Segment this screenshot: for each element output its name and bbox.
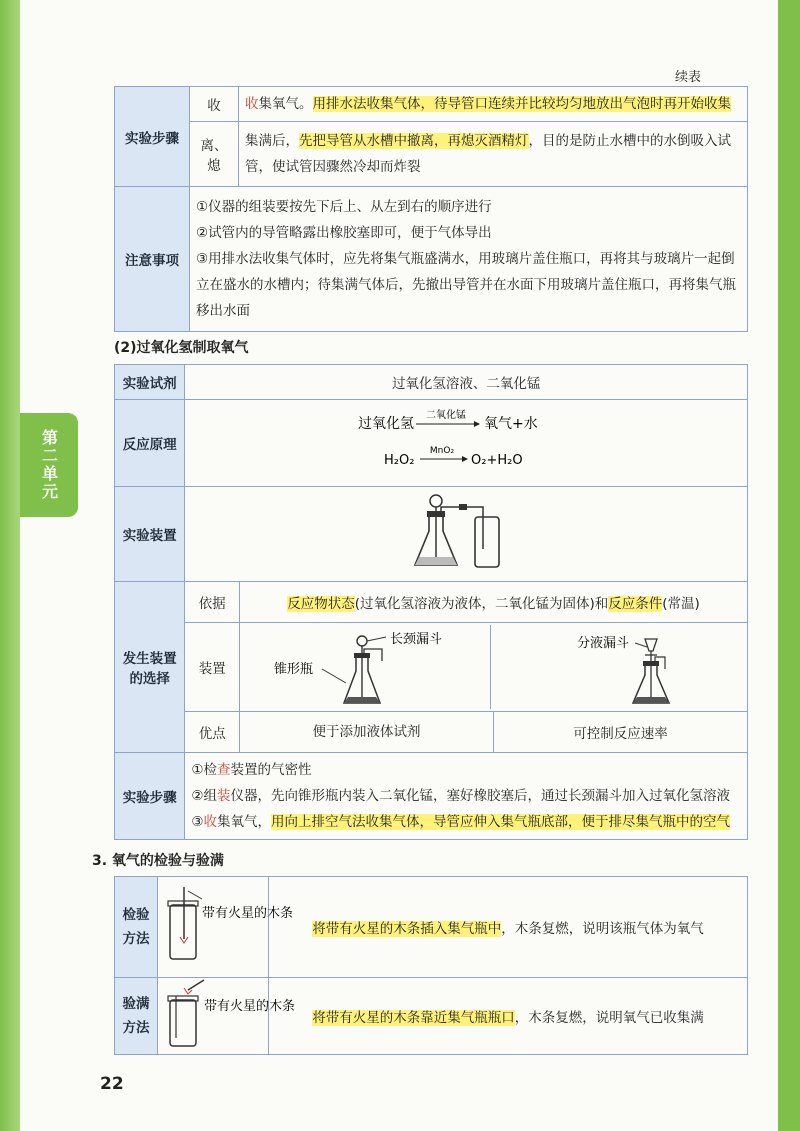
page-edge-right xyxy=(778,0,800,1131)
principle-cell xyxy=(185,400,748,487)
section-3-title: 3. 氧气的检验与验满 xyxy=(92,853,224,869)
note-2: ②试管内的导管略露出橡胶塞即可，便于气体导出 xyxy=(196,225,492,241)
basis-hl1: 反应物状态 xyxy=(287,596,355,612)
steps-label: 实验步骤 xyxy=(115,87,190,187)
collect-plain: 集氧气。 xyxy=(258,96,313,112)
full-img-label: 带有火星的木条 xyxy=(204,999,296,1014)
principle-label: 反应原理 xyxy=(115,400,185,487)
reagents-label: 实验试剂 xyxy=(115,365,185,400)
note-3: ③用排水法收集气体时，应先将集气瓶盛满水，用玻璃片盖住瓶口，再将其与玻璃片一起倒立在盛水的水槽内；待集满气体后，先撤出导管并在水面下用玻璃片盖住瓶口，再将集气瓶移出水面 xyxy=(196,251,736,319)
word-eq-left: 过氧化氢 xyxy=(358,416,415,432)
step3-b: 集氧气， xyxy=(216,814,271,830)
device-1-diagram xyxy=(240,625,490,709)
full-text xyxy=(269,978,748,1055)
adv-1: 便于添加液体试剂 xyxy=(240,712,494,752)
full-highlight: 将带有火星的木条靠近集气瓶瓶口 xyxy=(312,1010,515,1026)
remove-a: 集满后， xyxy=(245,133,299,149)
step-3 xyxy=(191,809,741,835)
remove-label: 离、熄 xyxy=(190,122,239,187)
step-2 xyxy=(191,783,741,809)
collect-highlight: 用排水法收集气体，待导管口连续并比较均匀地放出气泡时再开始收集 xyxy=(312,96,731,112)
word-eq-arrowhead xyxy=(474,421,480,427)
table-oxygen-test xyxy=(114,876,748,1055)
apparatus-diagram xyxy=(411,491,521,573)
full-diagram xyxy=(158,978,296,1050)
step3-highlight: 用向上排空气法收集气体，导管应伸入集气瓶底部，便于排尽集气瓶中的空气 xyxy=(270,814,730,830)
step2-red: 装 xyxy=(216,788,231,804)
notes-label: 注意事项 xyxy=(115,187,190,332)
full-img-cell xyxy=(158,978,296,1055)
note-1: ①仪器的组装要按先下后上、从左到右的顺序进行 xyxy=(196,199,492,215)
device-1-funnel-label: 长颈漏斗 xyxy=(390,632,443,647)
step3-red: 收 xyxy=(203,814,217,830)
basis-end: (常温) xyxy=(662,596,700,612)
unit-tab-label: 第二单元 xyxy=(39,429,59,501)
equations xyxy=(356,406,576,476)
test-label: 检验 方法 xyxy=(115,877,158,978)
continued-label: 续表 xyxy=(674,70,701,85)
basis-text xyxy=(240,582,748,623)
device-2-diagram xyxy=(491,625,747,709)
adv-2: 可控制反应速率 xyxy=(573,726,668,742)
test-highlight: 将带有火星的木条插入集气瓶中 xyxy=(312,921,502,937)
remove-b: ，目的是防止水槽中的水倒吸入试管，使试管因骤然冷却而炸裂 xyxy=(245,133,731,175)
step1-a: ①检 xyxy=(191,762,217,778)
basis-mid: (过氧化氢溶液为液体，二氧化锰为固体)和 xyxy=(354,596,609,612)
test-text xyxy=(269,877,748,978)
table-steps-continued xyxy=(114,86,748,332)
full-rest: ，木条复燃，说明氧气已收集满 xyxy=(514,1010,704,1026)
apparatus-cell xyxy=(185,487,748,582)
remove-highlight: 先把导管从水槽中撤离，再熄灭酒精灯 xyxy=(299,133,529,149)
remove-text xyxy=(239,122,748,187)
step1-b: 装置的气密性 xyxy=(230,762,312,778)
full-label: 验满 方法 xyxy=(115,978,158,1055)
table-h2o2 xyxy=(114,364,748,840)
device-2 xyxy=(491,625,747,709)
test-img-label: 带有火星的木条 xyxy=(202,906,294,921)
section-2-title: (2)过氧化氢制取氧气 xyxy=(114,340,249,356)
collect-label: 收 xyxy=(190,87,239,122)
device-cell xyxy=(240,623,748,712)
test-img-cell xyxy=(158,877,294,978)
steps2-label: 实验步骤 xyxy=(115,753,185,840)
device-1 xyxy=(240,625,491,709)
collect-red: 收 xyxy=(245,96,259,112)
page-number: 22 xyxy=(100,1074,124,1094)
test-diagram xyxy=(158,877,294,973)
word-eq-cond: 二氧化锰 xyxy=(426,410,467,421)
steps2-cell xyxy=(185,753,748,840)
basis-hl2: 反应条件 xyxy=(608,596,663,612)
reagents: 过氧化氢溶液、二氧化锰 xyxy=(185,365,748,400)
step-1 xyxy=(191,757,741,783)
chem-eq-cond: MnO₂ xyxy=(430,446,455,456)
choice-label: 发生装置 的选择 xyxy=(115,582,185,753)
step3-a: ③ xyxy=(191,814,204,830)
page-edge-left xyxy=(0,0,20,1131)
step2-b: 仪器，先向锥形瓶内装入二氧化锰，塞好橡胶塞后，通过长颈漏斗加入过氧化氢溶液 xyxy=(230,788,730,804)
chem-eq-left: H₂O₂ xyxy=(384,453,415,468)
step2-a: ②组 xyxy=(191,788,217,804)
test-rest: ，木条复燃，说明该瓶气体为氧气 xyxy=(501,921,704,937)
unit-tab xyxy=(20,413,78,517)
apparatus-label: 实验装置 xyxy=(115,487,185,582)
device-label: 装置 xyxy=(185,623,240,712)
device-2-funnel-label: 分液漏斗 xyxy=(577,636,630,651)
word-eq-right: 氧气+水 xyxy=(484,416,538,432)
device-1-flask-label: 锥形瓶 xyxy=(274,662,314,677)
collect-text xyxy=(239,87,748,122)
adv-label: 优点 xyxy=(185,712,240,753)
step1-red: 查 xyxy=(216,762,231,778)
basis-label: 依据 xyxy=(185,582,240,623)
notes-cell xyxy=(190,187,748,332)
adv-cell xyxy=(240,712,748,753)
chem-eq-right: O₂+H₂O xyxy=(471,453,523,468)
chem-eq-arrowhead xyxy=(462,456,468,462)
